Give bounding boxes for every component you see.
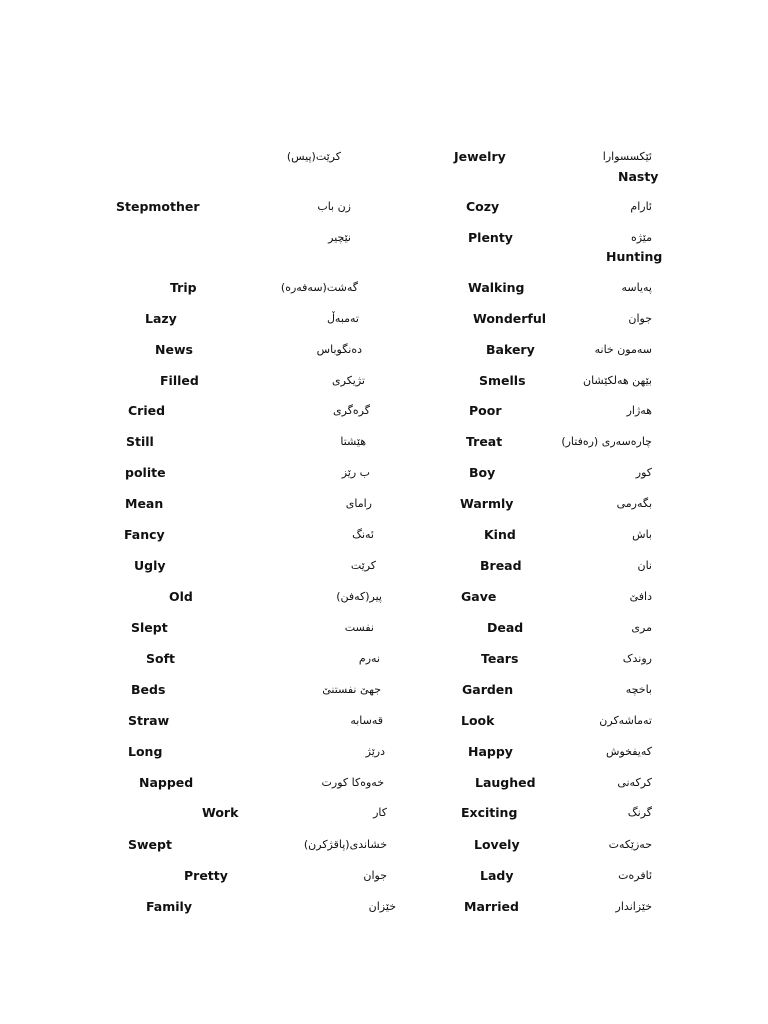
english-word: Boy (469, 465, 496, 480)
kurdish-word: قەسابە (350, 714, 383, 727)
kurdish-word: کەیفخوش (606, 745, 652, 758)
english-word: Work (202, 805, 239, 820)
kurdish-word: هەژار (626, 404, 652, 417)
kurdish-word: کرێت(پیس) (286, 150, 341, 163)
english-word: Garden (462, 682, 514, 697)
english-word: Filled (160, 373, 199, 388)
english-word: Mean (125, 496, 164, 511)
kurdish-word: ئافرەت (618, 869, 652, 882)
kurdish-word: مری (631, 621, 652, 634)
english-word: Look (461, 713, 495, 728)
english-word: Dead (487, 620, 524, 635)
kurdish-word: نان (637, 559, 652, 572)
english-word: Hunting (606, 249, 663, 264)
english-word: Old (169, 589, 193, 604)
kurdish-word: تەمبەڵ (326, 312, 359, 325)
kurdish-word: هێشتا (340, 435, 366, 448)
english-word: Exciting (461, 805, 518, 820)
kurdish-word: دافێ (629, 590, 652, 603)
kurdish-word: ئێکسسوارا (602, 150, 652, 163)
kurdish-word: نفست (344, 621, 374, 634)
english-word: Cozy (466, 199, 500, 214)
english-word: Napped (139, 775, 194, 790)
english-word: Swept (128, 837, 172, 852)
english-word: Married (464, 899, 519, 914)
kurdish-word: نەرم (358, 652, 380, 665)
kurdish-word: جوان (628, 312, 652, 325)
kurdish-word: پەیاسە (621, 281, 652, 294)
kurdish-word: گرەگری (333, 404, 370, 417)
kurdish-word: بێهن هەلکێشان (582, 374, 652, 387)
kurdish-word: خەوەکا کورت (321, 776, 384, 789)
english-word: News (155, 342, 193, 357)
english-word: Kind (484, 527, 516, 542)
english-word: Pretty (184, 868, 228, 883)
kurdish-word: گرنگ (627, 806, 652, 819)
kurdish-word: ئارام (630, 200, 652, 213)
kurdish-word: زن باب (317, 200, 351, 213)
kurdish-word: کار (373, 806, 387, 819)
kurdish-word: خشاندی(پاقژکرن) (303, 838, 387, 851)
kurdish-word: خێزان (368, 900, 396, 913)
kurdish-word: خێزاندار (615, 900, 652, 913)
english-word: Lovely (474, 837, 520, 852)
kurdish-word: گەشت(سەفەرە) (280, 281, 358, 294)
kurdish-word: باخچە (625, 683, 652, 696)
english-word: Smells (479, 373, 526, 388)
kurdish-word: رامای (345, 497, 372, 510)
kurdish-word: دەنگوباس (316, 343, 362, 356)
english-word: Cried (128, 403, 166, 418)
kurdish-word: کرێت (350, 559, 376, 572)
english-word: Tears (481, 651, 519, 666)
english-word: Soft (146, 651, 176, 666)
kurdish-word: چارەسەری (رەفتار) (561, 435, 652, 448)
kurdish-word: نێچیر (328, 231, 351, 244)
english-word: Family (146, 899, 192, 914)
english-word: Trip (170, 280, 197, 295)
english-word: Poor (469, 403, 502, 418)
kurdish-word: پیر(کەفن) (336, 590, 382, 603)
english-word: Bread (480, 558, 522, 573)
english-word: Straw (128, 713, 170, 728)
english-word: Beds (131, 682, 166, 697)
english-word: Jewelry (454, 149, 506, 164)
kurdish-word: سەمون خانە (594, 343, 652, 356)
english-word: Lazy (145, 311, 177, 326)
kurdish-word: تەماشەکرن (599, 714, 652, 727)
kurdish-word: مێژە (630, 231, 652, 244)
english-word: Warmly (460, 496, 514, 511)
english-word: Lady (480, 868, 514, 883)
kurdish-word: درێژ (365, 745, 385, 758)
kurdish-word: باش (632, 528, 652, 541)
english-word: Gave (461, 589, 497, 604)
english-word: Fancy (124, 527, 165, 542)
english-word: Laughed (475, 775, 536, 790)
english-word: Happy (468, 744, 513, 759)
kurdish-word: کور (635, 466, 652, 479)
english-word: Stepmother (116, 199, 200, 214)
english-word: polite (125, 465, 166, 480)
english-word: Walking (468, 280, 525, 295)
english-word: Bakery (486, 342, 535, 357)
kurdish-word: کرکەنی (617, 776, 652, 789)
english-word: Long (128, 744, 163, 759)
kurdish-word: حەزێکەت (608, 838, 652, 851)
kurdish-word: تژیکری (332, 374, 365, 387)
english-word: Still (126, 434, 154, 449)
kurdish-word: بگەرمی (616, 497, 652, 510)
english-word: Slept (131, 620, 168, 635)
kurdish-word: روندک (622, 652, 652, 665)
english-word: Plenty (468, 230, 513, 245)
english-word: Ugly (134, 558, 166, 573)
kurdish-word: جهێ نفستنێ (322, 683, 381, 696)
kurdish-word: ب رێز (341, 466, 370, 479)
kurdish-word: ئەنگ (352, 528, 374, 541)
english-word: Wonderful (473, 311, 547, 326)
english-word: Nasty (618, 169, 659, 184)
kurdish-word: جوان (363, 869, 387, 882)
english-word: Treat (466, 434, 503, 449)
